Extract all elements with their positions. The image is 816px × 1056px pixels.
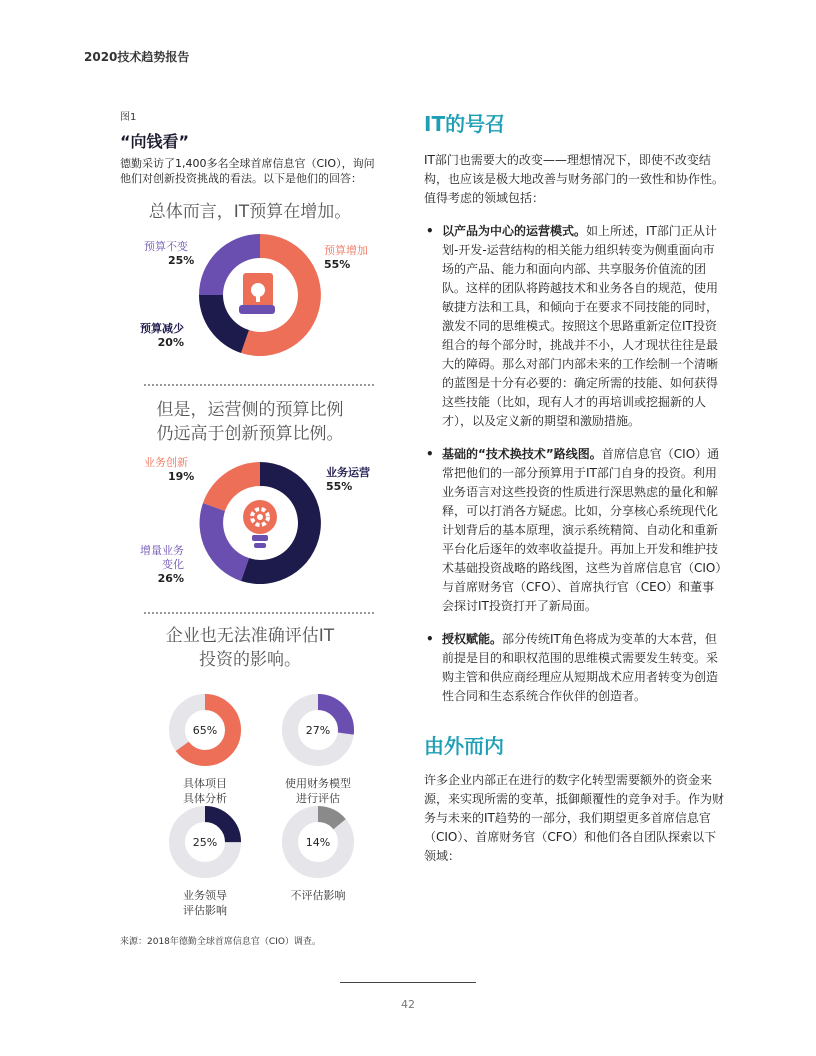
source-note: 来源：2018年德勤全球首席信息官（CIO）调查。	[120, 937, 321, 947]
section-heading: 由外而内	[424, 734, 504, 758]
section-text: 许多企业内部正在进行的数字化转型需要额外的资金来源，来实现所需的变革，抵御颠覆性的竞争对手。作为财务与未来的IT趋势的一部分，我们期望更多首席信息官（CIO）、首席财务官（CFO）和他们各自团队探索以下领域：	[424, 773, 725, 863]
small-donut-item: 25% 业务领导 评估影响	[150, 804, 260, 918]
section-intro: IT部门也需要大的改变——理想情况下，即使不改变结构，也应该是极大地改善与财务部门的一致性和协作性。值得考虑的领域包括：	[424, 153, 725, 205]
report-title: 2020技术趋势报告	[84, 50, 190, 64]
figure-panel	[120, 108, 380, 917]
figure-label: 图1	[120, 112, 137, 123]
bullet-dot-icon: •	[426, 447, 434, 461]
q3-title: 企业也无法准确评估IT 投资的影响。	[165, 626, 335, 670]
label-growth: 增量业务 变化 26%	[140, 544, 184, 585]
small-donut	[280, 804, 356, 880]
q1-title: 总体而言，IT预算在增加。	[148, 202, 352, 222]
label-decrease: 预算减少 20%	[140, 322, 184, 349]
q1-donut	[195, 230, 325, 360]
small-donut	[167, 692, 243, 768]
small-donut	[167, 804, 243, 880]
small-donut-item: 27% 使用财务模型 进行评估	[263, 692, 373, 806]
donut-segment-growth	[200, 503, 249, 581]
label-operations: 业务运营 55%	[326, 466, 370, 493]
page-number: 42	[401, 998, 415, 1011]
small-donut-pct: 27%	[305, 724, 331, 737]
small-donut	[280, 692, 356, 768]
q1-donut-chart	[120, 230, 380, 370]
donut-segment-decrease	[199, 295, 249, 353]
section-heading: IT的号召	[424, 112, 506, 136]
footer-divider	[340, 982, 476, 983]
q2-donut	[195, 458, 325, 588]
divider	[144, 612, 374, 614]
document-lock-icon	[239, 273, 275, 314]
small-donut-item: 14% 不评估影响	[263, 804, 373, 903]
bullet-item: • 授权赋能。部分传统IT角色将成为变革的大本营，但前提是目的和职权范围的思维模式需要发生转变。采购主管和供应商经理应从短期战术应用者转变为创造性合同和生态系统合作伙伴的创造者。	[426, 632, 719, 703]
small-donut-item: 65% 具体项目 具体分析	[150, 692, 260, 806]
label-innovation: 业务创新 19%	[144, 456, 195, 483]
gear-bulb-icon	[243, 500, 277, 548]
bullet-dot-icon: •	[426, 632, 434, 646]
q2-title: 但是，运营侧的预算比例 仍远高于创新预算比例。	[156, 400, 344, 444]
small-donut-pct: 25%	[192, 836, 218, 849]
small-donut-pct: 65%	[192, 724, 218, 737]
bullet-item: • 以产品为中心的运营模式。如上所述，IT部门正从计划-开发-运营结构的相关能力组织转变为侧重面向市场的产品、能力和面向内部、共享服务价值流的团队。这样的团队将跨越技术和业务各自的规范，使用敏捷方法和工具，和倾向于在要求不同技能的同时，激发不同的思维模式。按照这个思路重新定位IT投资组合的每个部分时，挑战并不小，人才现状往往是最大的障碍。那么对部门内部未来的工作绘制一个清晰的蓝图是十分有必要的：确定所需的技能、如何获得这些技能（比如，现有人才的再培训或挖掘新的人才），以及定义新的期望和激励措施。	[426, 224, 719, 428]
bullet-dot-icon: •	[426, 224, 434, 238]
article-body	[424, 108, 724, 866]
small-donut-pct: 14%	[305, 836, 331, 849]
q3-small-donuts	[120, 692, 380, 917]
q2-donut-chart	[120, 452, 380, 600]
figure-title: “向钱看”	[120, 132, 190, 151]
figure-intro: 德勤采访了1,400多名全球首席信息官（CIO），询问他们对创新投资挑战的看法。以下是他们的回答：	[120, 157, 375, 185]
label-increase: 预算增加 55%	[324, 244, 368, 271]
label-unchanged: 预算不变 25%	[144, 240, 195, 267]
bullet-item: • 基础的“技术换技术”路线图。首席信息官（CIO）通常把他们的一部分预算用于IT部门自身的投资。利用业务语言对这些投资的性质进行深思熟虑的量化和解释，可以打消各方疑虑。比如，分享核心系统现代化计划背后的基本原理，演示系统精简、自动化和重新平台化后逐年的效率收益提升。再加上开发和维护技术基础投资战略的路线图，这些为首席信息官（CIO）与首席财务官（CFO）、首席执行官（CEO）和董事会探讨IT投资打开了新局面。	[426, 447, 722, 613]
divider	[144, 384, 374, 386]
